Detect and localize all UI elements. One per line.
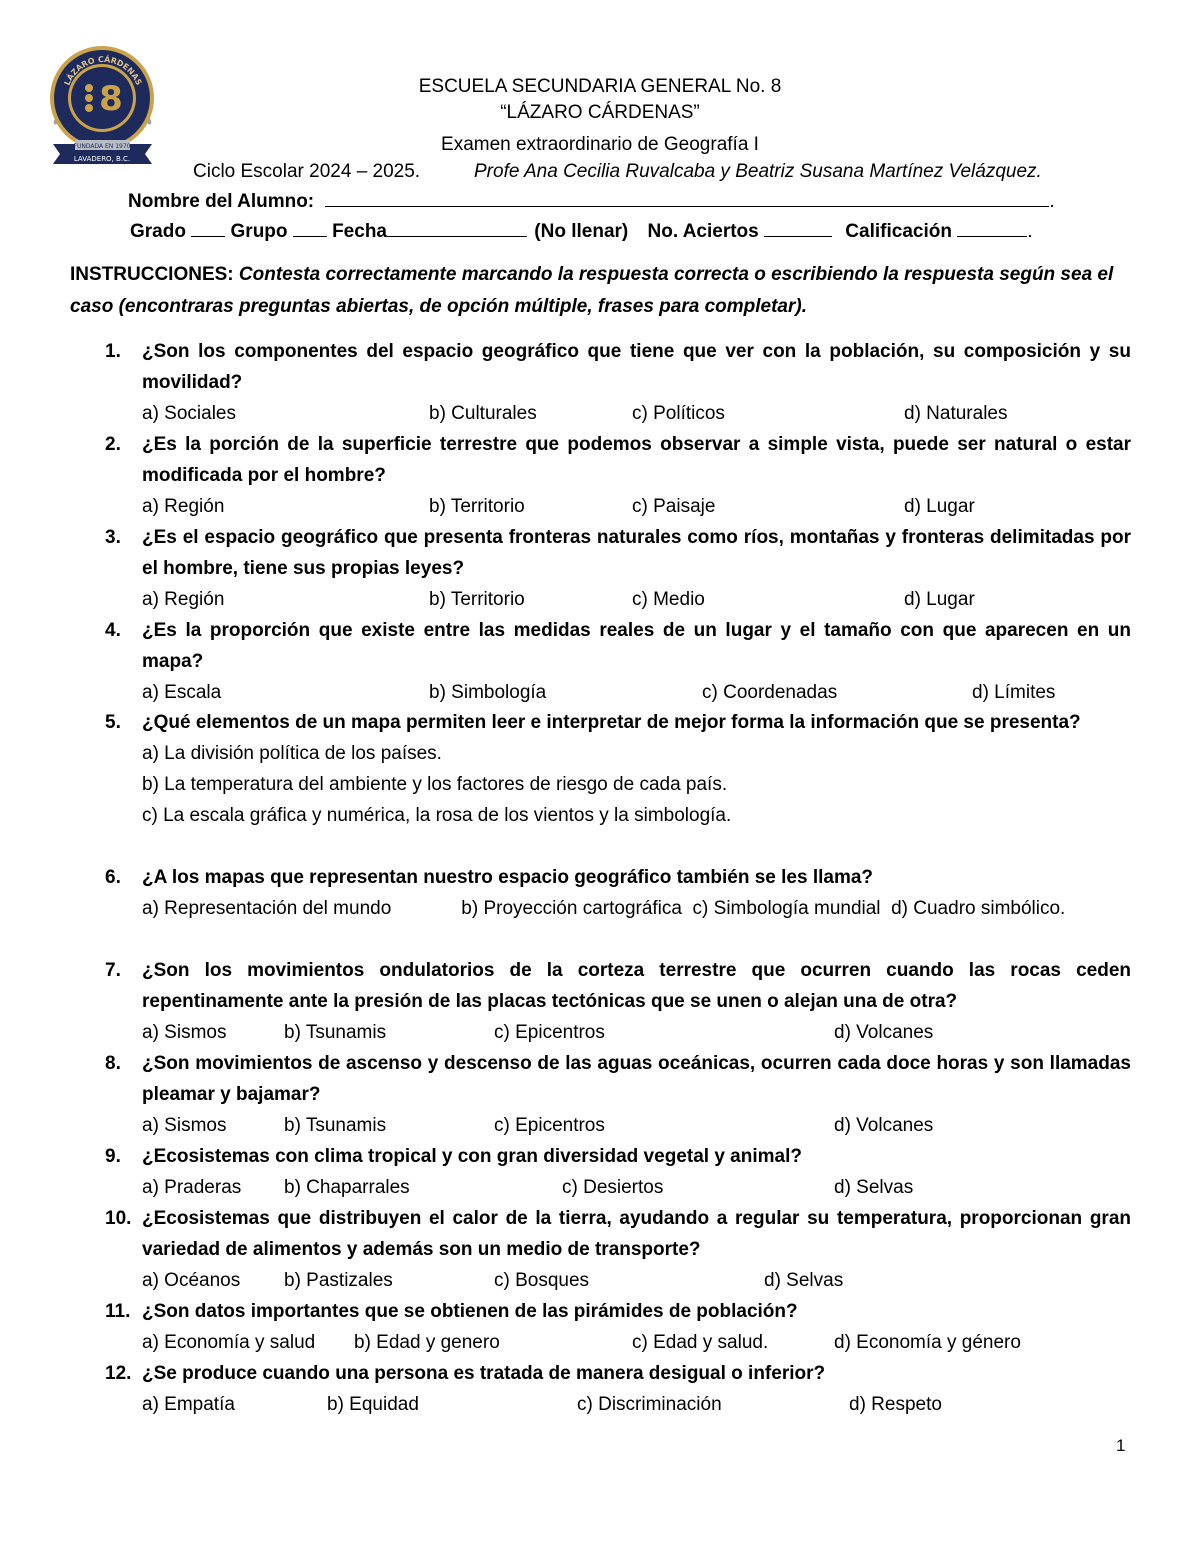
option-d[interactable]: d) Lugar (904, 496, 975, 517)
option-d[interactable]: d) Selvas (764, 1270, 844, 1291)
option-b[interactable]: b) Tsunamis (284, 1022, 387, 1043)
option-b[interactable]: b) Pastizales (284, 1270, 393, 1291)
option-b[interactable]: b) La temperatura del ambiente y los factores de riesgo de cada país. (142, 774, 728, 795)
option-d[interactable]: d) Naturales (904, 403, 1008, 424)
school-cycle: Ciclo Escolar 2024 – 2025. (193, 161, 421, 182)
option-a[interactable]: a) Sismos (142, 1115, 227, 1136)
option-c[interactable]: c) Paisaje (632, 496, 716, 517)
option-b[interactable]: b) Chaparrales (284, 1177, 410, 1198)
question-text: ¿Qué elementos de un mapa permiten leer e interpretar de mejor forma la información que se presenta? (142, 712, 1081, 733)
option-b[interactable]: b) Simbología (429, 682, 547, 703)
date-label: Fecha (332, 221, 387, 242)
option-a[interactable]: a) Región (142, 589, 225, 610)
date-field[interactable] (387, 218, 527, 237)
question-text: ¿Es la proporción que existe entre las medidas reales de un lugar y el tamaño con que aparecen en un mapa? (142, 620, 1131, 672)
option-b[interactable]: b) Edad y genero (354, 1332, 500, 1353)
option-d[interactable]: d) Selvas (834, 1177, 914, 1198)
option-c[interactable]: c) Epicentros (494, 1022, 605, 1043)
group-label: Grupo (230, 221, 288, 242)
instructions-label: INSTRUCCIONES: (70, 264, 234, 285)
option-a[interactable]: a) La división política de los países. (142, 743, 442, 764)
svg-text:FUNDADA EN 1970: FUNDADA EN 1970 (73, 143, 131, 150)
option-b[interactable]: b) Proyección cartográfica (461, 898, 682, 919)
question-6: 6. ¿A los mapas que representan nuestro espacio geográfico también se les llama? a) Representación del mundo b) Proyección cartográfica c) Simbología mundial d) Cuadro simbólico. (105, 862, 1131, 924)
question-7: 7. ¿Son los movimientos ondulatorios de la corteza terrestre que ocurren cuando las rocas ceden repentinamente ante la presión de las placas tectónicas que se unen o alejan una de otra? a) Sismos b) Tsunamis c) Epicentros d) Volcanes (105, 955, 1131, 1048)
option-b[interactable]: b) Territorio (429, 589, 525, 610)
option-d[interactable]: d) Volcanes (834, 1115, 934, 1136)
logo-number: 8 (99, 79, 123, 119)
question-4: 4. ¿Es la proporción que existe entre las medidas reales de un lugar y el tamaño con que aparecen en un mapa? a) Escala b) Simbología c) Coordenadas d) Límites (105, 615, 1131, 708)
info-row: Grado Grupo Fecha (No llenar) No. Aciertos Calificación . (130, 218, 1033, 245)
option-c[interactable]: c) Simbología mundial (692, 898, 881, 919)
option-a[interactable]: a) Sociales (142, 403, 236, 424)
question-9: 9. ¿Ecosistemas con clima tropical y con gran diversidad vegetal y animal? a) Praderas b) Chaparrales c) Desiertos d) Selvas (105, 1141, 1131, 1203)
option-d[interactable]: d) Respeto (849, 1394, 942, 1415)
option-b[interactable]: b) Territorio (429, 496, 525, 517)
option-b[interactable]: b) Equidad (327, 1394, 419, 1415)
question-text: ¿A los mapas que representan nuestro espacio geográfico también se les llama? (142, 867, 874, 888)
question-11: 11. ¿Son datos importantes que se obtienen de las pirámides de población? a) Economía y salud b) Edad y genero c) Edad y salud. d) Economía y género (105, 1296, 1131, 1358)
option-c[interactable]: c) Discriminación (577, 1394, 722, 1415)
page-number: 1 (1116, 1436, 1126, 1455)
student-name-label: Nombre del Alumno: (128, 191, 315, 212)
hits-field[interactable] (764, 218, 832, 237)
exam-title: Examen extraordinario de Geografía I (441, 134, 759, 155)
svg-text:LÁZARO CÁRDENAS: LÁZARO CÁRDENAS (62, 54, 144, 87)
question-12: 12. ¿Se produce cuando una persona es tratada de manera desigual o inferior? a) Empatía b) Equidad c) Discriminación d) Respeto (105, 1358, 1131, 1420)
group-field[interactable] (293, 218, 327, 237)
hits-label: No. Aciertos (647, 221, 759, 242)
question-text: ¿Ecosistemas que distribuyen el calor de la tierra, ayudando a regular su temperatura, proporcionan gran variedad de alimentos y además son un medio de transporte? (142, 1208, 1131, 1260)
option-d[interactable]: d) Economía y género (834, 1332, 1021, 1353)
question-10: 10. ¿Ecosistemas que distribuyen el calor de la tierra, ayudando a regular su temperatura, proporcionan gran variedad de alimentos y además son un medio de transporte? a) Océanos b) Pastizales c) Bosques d) Selvas (105, 1203, 1131, 1296)
question-text: ¿Son datos importantes que se obtienen de las pirámides de población? (142, 1301, 798, 1322)
option-a[interactable]: a) Praderas (142, 1177, 242, 1198)
option-c[interactable]: c) Bosques (494, 1270, 590, 1291)
option-c[interactable]: c) Políticos (632, 403, 725, 424)
option-c[interactable]: c) La escala gráfica y numérica, la rosa de los vientos y la simbología. (142, 805, 732, 826)
score-field[interactable] (957, 218, 1027, 237)
option-a[interactable]: a) Sismos (142, 1022, 227, 1043)
option-c[interactable]: c) Desiertos (562, 1177, 664, 1198)
option-c[interactable]: c) Edad y salud. (632, 1332, 769, 1353)
option-c[interactable]: c) Medio (632, 589, 705, 610)
option-c[interactable]: c) Epicentros (494, 1115, 605, 1136)
option-b[interactable]: b) Tsunamis (284, 1115, 387, 1136)
option-a[interactable]: a) Empatía (142, 1394, 235, 1415)
option-b[interactable]: b) Culturales (429, 403, 537, 424)
school-name: “LÁZARO CÁRDENAS” (500, 102, 700, 123)
option-a[interactable]: a) Región (142, 496, 225, 517)
question-text: ¿Son los componentes del espacio geográfico que tiene que ver con la población, su composición y su movilidad? (142, 341, 1131, 393)
option-c[interactable]: c) Coordenadas (702, 682, 838, 703)
school-title: ESCUELA SECUNDARIA GENERAL No. 8 (418, 76, 782, 97)
question-8: 8. ¿Son movimientos de ascenso y descenso de las aguas oceánicas, ocurren cada doce horas y son llamadas pleamar y bajamar? a) Sismos b) Tsunamis c) Epicentros d) Volcanes (105, 1048, 1131, 1141)
question-1: 1. ¿Son los componentes del espacio geográfico que tiene que ver con la población, su composición y su movilidad? a) Sociales b) Culturales c) Políticos d) Naturales (105, 336, 1131, 429)
teachers: Profe Ana Cecilia Ruvalcaba y Beatriz Susana Martínez Velázquez. (474, 161, 1042, 182)
svg-text:LAVADERO, B.C.: LAVADERO, B.C. (73, 155, 131, 163)
no-fill-note: (No llenar) (534, 221, 629, 242)
question-3: 3. ¿Es el espacio geográfico que presenta fronteras naturales como ríos, montañas y fronteras delimitadas por el hombre, tiene sus propias leyes? a) Región b) Territorio c) Medio d) Lugar (105, 522, 1131, 615)
question-text: ¿Se produce cuando una persona es tratada de manera desigual o inferior? (142, 1363, 826, 1384)
question-text: ¿Ecosistemas con clima tropical y con gran diversidad vegetal y animal? (142, 1146, 802, 1167)
question-2: 2. ¿Es la porción de la superficie terrestre que podemos observar a simple vista, puede ser natural o estar modificada por el hombre? a) Región b) Territorio c) Paisaje d) Lugar (105, 429, 1131, 522)
instructions (70, 259, 1130, 323)
instructions-text: Contesta correctamente marcando la respuesta correcta o escribiendo la respuesta según sea el caso (encontraras preguntas abiertas, de opción múltiple, frases para completar). (70, 264, 1114, 317)
option-a[interactable]: a) Economía y salud (142, 1332, 316, 1353)
option-d[interactable]: d) Cuadro simbólico. (891, 898, 1066, 919)
grade-label: Grado (130, 221, 186, 242)
option-d[interactable]: d) Lugar (904, 589, 975, 610)
question-text: ¿Es el espacio geográfico que presenta fronteras naturales como ríos, montañas y fronteras delimitadas por el hombre, tiene sus propias leyes? (142, 527, 1131, 579)
student-name-row: Nombre del Alumno: . (128, 188, 1055, 215)
option-a[interactable]: a) Océanos (142, 1270, 241, 1291)
grade-field[interactable] (191, 218, 225, 237)
option-d[interactable]: d) Volcanes (834, 1022, 934, 1043)
question-text: ¿Es la porción de la superficie terrestre que podemos observar a simple vista, puede ser natural o estar modificada por el hombre? (142, 434, 1131, 486)
question-text: ¿Son movimientos de ascenso y descenso de las aguas oceánicas, ocurren cada doce horas y son llamadas pleamar y bajamar? (142, 1053, 1131, 1105)
option-d[interactable]: d) Límites (972, 682, 1056, 703)
student-name-field[interactable] (325, 188, 1049, 207)
option-a[interactable]: a) Representación del mundo (142, 898, 392, 919)
question-5: 5. ¿Qué elementos de un mapa permiten leer e interpretar de mejor forma la información que se presenta? a) La división política de los países. b) La temperatura del ambiente y los factores de riesgo de cada país. c) La escala gráfica y numérica, la rosa de los vientos y la simbología. (105, 707, 1131, 831)
score-label: Calificación (845, 221, 952, 242)
question-text: ¿Son los movimientos ondulatorios de la corteza terrestre que ocurren cuando las rocas ceden repentinamente ante la presión de las placas tectónicas que se unen o alejan una de otra? (142, 960, 1131, 1012)
option-a[interactable]: a) Escala (142, 682, 222, 703)
